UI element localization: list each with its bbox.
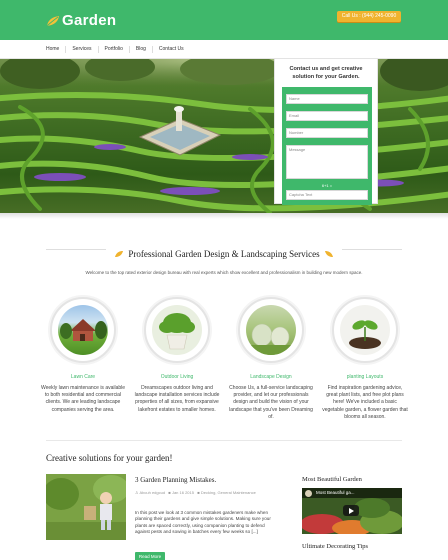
name-field[interactable]: Name (286, 94, 368, 104)
service-image-frame (50, 297, 116, 363)
contact-form-body (282, 87, 372, 205)
read-more-button[interactable]: Read More (135, 552, 165, 560)
logo[interactable] (46, 12, 116, 29)
service-landscape-design[interactable] (226, 297, 316, 421)
welcome-text: Welcome to the top rated exterior design bureau with real experts which show excellent and professionalism in building new modern space. (85, 270, 363, 275)
service-description: Dreamscapes outdoor living and landscape installation services include properties of all sizes, from expansive lakefront estates to smaller homes. (134, 385, 220, 413)
potted-plant-illustration (152, 305, 202, 355)
planting-layouts-image (340, 305, 390, 355)
service-title[interactable]: Lawn Care (70, 374, 96, 380)
section-title-wrap (108, 249, 340, 259)
contact-form-card (274, 58, 378, 204)
leaf-right-icon (325, 251, 333, 257)
calendar-icon: ■ (168, 490, 171, 495)
post-excerpt: In this post we look at 3 common mistakes gardeners make when planning their gardens and give simple solutions. Making sure your plants are spaced correctly, using companion planting to defend against pests and sowing in batches every few weeks so [...] (135, 510, 271, 535)
house-lawn-illustration (58, 305, 108, 355)
hedge-maze-illustration (0, 59, 448, 213)
service-image-frame (238, 297, 304, 363)
heading-rule-right (342, 249, 402, 250)
message-field[interactable]: Message (286, 145, 368, 179)
post-meta (135, 490, 275, 496)
service-image-frame (332, 297, 398, 363)
heading-rule-left (46, 249, 106, 250)
service-planting-layouts[interactable] (320, 297, 410, 421)
post-thumbnail[interactable] (46, 474, 126, 540)
post-date: Jan 16 2015 (171, 490, 194, 495)
service-image-frame (144, 297, 210, 363)
service-title[interactable]: planting Layouts (346, 374, 384, 380)
site-header (0, 0, 448, 40)
services-row (38, 297, 410, 427)
landscape-design-image (246, 305, 296, 355)
service-description: Choose Us, a full-service landscaping provider, and let our professionals design and build the vision of your landscape that you've been Dreaming of. (229, 385, 313, 420)
main-nav (0, 40, 448, 59)
number-field[interactable]: Number (286, 128, 368, 138)
service-description: Find inspiration gardening advice, great plant lists, and free plot plans here! We've included a basic vegetable garden, a flower garden that blooms all season. (322, 385, 408, 420)
service-lawn-care[interactable] (38, 297, 128, 414)
section-divider (46, 440, 402, 441)
video-title[interactable]: Most Beautiful ga... (316, 490, 355, 495)
section-title: Professional Garden Design & Landscaping Services (128, 249, 320, 259)
garden-domes-illustration (246, 305, 296, 355)
leaf-left-icon (115, 251, 123, 257)
service-outdoor-living[interactable] (132, 297, 222, 414)
post-author[interactable]: Abcuh edgcud (139, 490, 166, 495)
hero-shadow (0, 213, 448, 219)
author-icon: ♙ (135, 490, 139, 495)
nav-services[interactable]: Services (66, 46, 98, 53)
post-title-link[interactable]: 3 Garden Planning Mistakes. (135, 476, 217, 484)
captcha-label: 6+1 = (321, 183, 333, 188)
service-title[interactable]: Landscape Design (250, 374, 292, 380)
contact-form-title: Contact us and get creative solution for your Garden. (289, 66, 363, 80)
video-embed[interactable] (302, 488, 402, 534)
service-description: Weekly lawn maintenance is available to both residential and commercial clients. We are leading landscape companies serving the area. (40, 385, 126, 413)
nav-contact-us[interactable]: Contact Us (158, 46, 184, 52)
nav-blog[interactable]: Blog (130, 46, 153, 53)
leaf-logo-icon (46, 15, 60, 27)
outdoor-living-image (152, 305, 202, 355)
child-garden-illustration (46, 474, 126, 540)
logo-text: Garden (62, 12, 117, 29)
post-categories[interactable]: Decking, General Maintenance (200, 490, 256, 495)
hero-garden-image (0, 59, 448, 213)
captcha-field[interactable]: Captcha Text (286, 190, 368, 200)
folder-icon: ■ (197, 490, 200, 495)
call-us-button[interactable]: Call Us : (944) 245-0090 (337, 11, 401, 22)
sidebar-title-video: Most Beautiful Garden (302, 476, 362, 483)
play-icon[interactable] (343, 505, 359, 516)
blog-heading: Creative solutions for your garden! (46, 453, 173, 463)
services-section-heading (0, 244, 448, 262)
service-title[interactable]: Outdoor Living (160, 374, 194, 380)
email-field[interactable]: Email (286, 111, 368, 121)
nav-home[interactable]: Home (46, 46, 66, 53)
nav-portfolio[interactable]: Portfolio (99, 46, 130, 53)
lawn-care-image (58, 305, 108, 355)
sidebar-title-tips: Ultimate Decorating Tips (302, 543, 369, 550)
channel-avatar[interactable] (305, 490, 312, 497)
seedling-illustration (340, 305, 390, 355)
